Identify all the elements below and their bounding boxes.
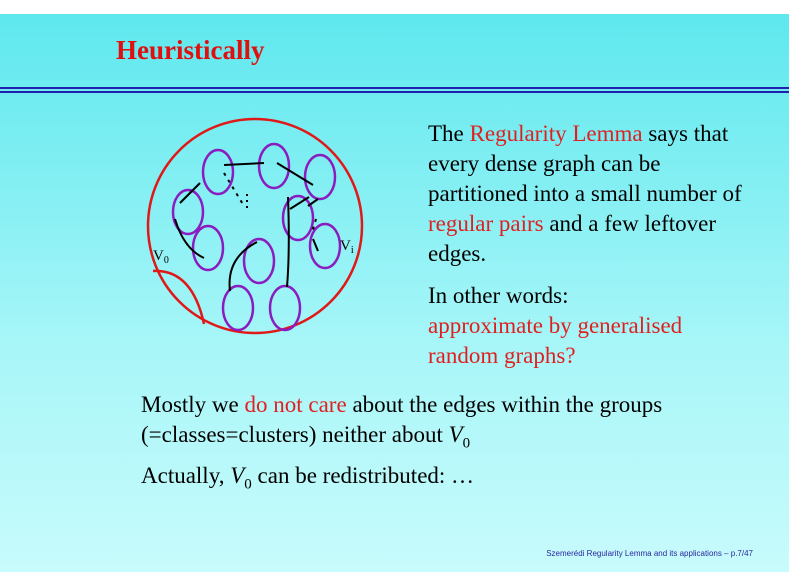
- regularity-lemma-paragraph: The Regularity Lemma says that every dense graph can be partitioned into a small number of regular pairs and a few leftover edges.: [428, 121, 742, 266]
- do-not-care-phrase: do not care: [244, 392, 347, 417]
- other-words-paragraph: In other words: approximate by generalised random graphs?: [428, 283, 683, 368]
- cluster-ellipse: [193, 226, 223, 270]
- edge-line: [290, 197, 309, 209]
- cluster-ellipse: [203, 150, 233, 194]
- slide-title: Heuristically: [116, 35, 265, 65]
- actually-paragraph: Actually, $V_0$ can be redistributed: …: [141, 463, 475, 493]
- v0-math: $V_0$: [448, 422, 471, 452]
- mostly-paragraph: Mostly we do not care about the edges within the groups (=classes=clusters) neither about $V_0$: [141, 392, 663, 452]
- cluster-ellipse: [310, 224, 340, 268]
- cluster-ellipse: [259, 144, 289, 188]
- title-rule-bottom: [0, 91, 789, 93]
- v0-math: $V_0$: [230, 463, 252, 493]
- title-rule-top: [0, 87, 789, 89]
- slide-footer: Szemerédi Regularity Lemma and its applications – p.7/47: [546, 549, 753, 558]
- approximate-phrase: approximate by generalised random graphs?: [428, 313, 683, 368]
- vi-label: $V_i$: [340, 238, 354, 256]
- edge-line: [287, 197, 289, 287]
- partition-diagram: [140, 111, 370, 341]
- cluster-ellipse: [270, 286, 300, 330]
- edge-line: [313, 239, 318, 251]
- cluster-ellipse: [305, 155, 335, 199]
- regular-pairs-term: regular pairs: [428, 211, 544, 236]
- regularity-lemma-term: Regularity Lemma: [469, 121, 643, 146]
- slide: [0, 14, 789, 572]
- v0-label: $V_0$: [153, 248, 169, 266]
- cluster-ellipse: [244, 239, 274, 283]
- cluster-ellipse: [223, 286, 253, 330]
